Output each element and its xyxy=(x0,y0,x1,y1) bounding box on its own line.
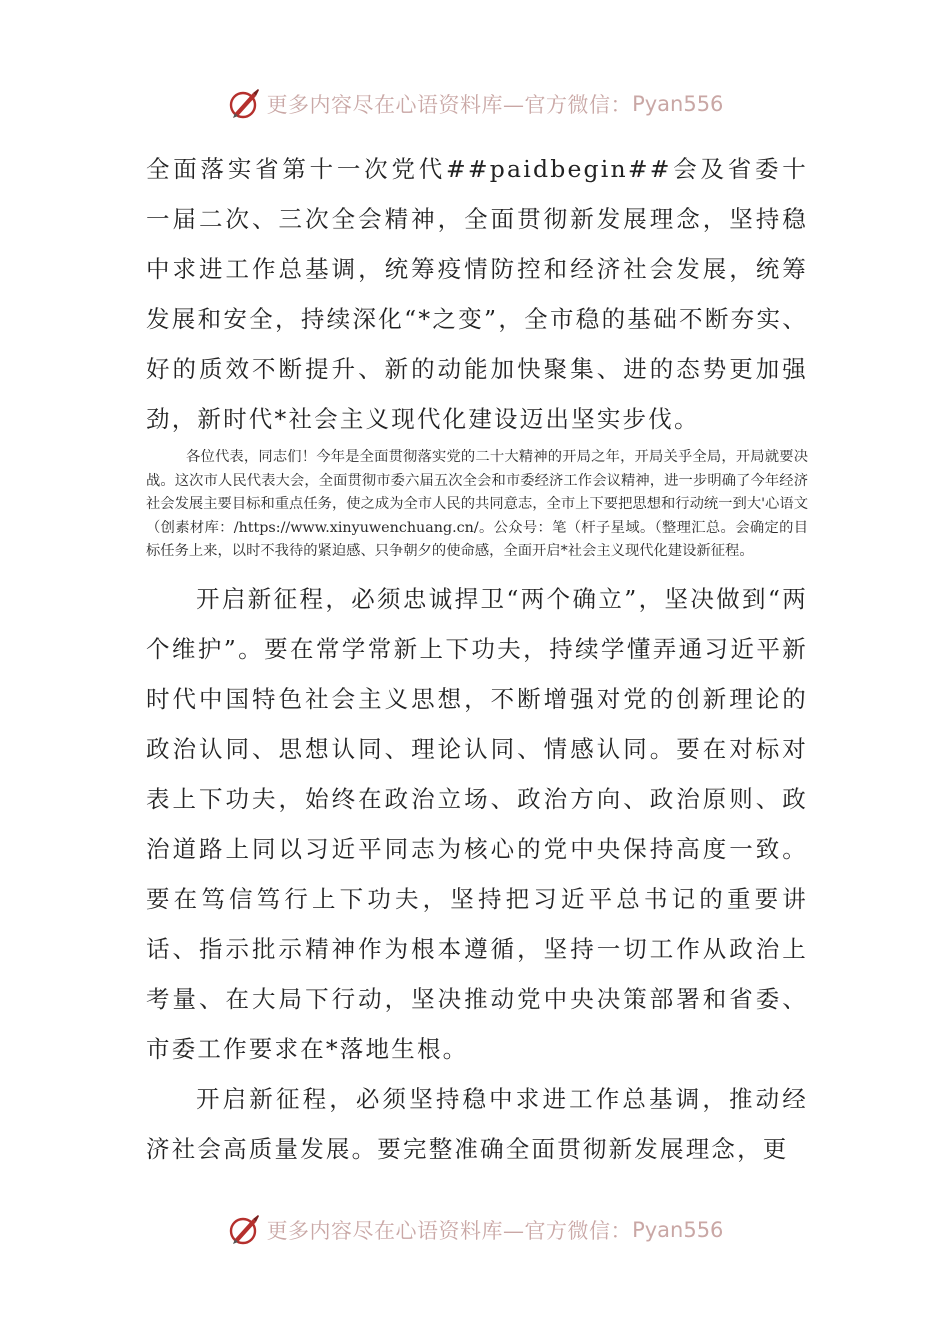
header-banner xyxy=(0,84,950,124)
pen-logo-icon xyxy=(227,1213,261,1247)
paragraph-1: 全面落实省第十一次党代##paidbegin##会及省委十一届二次、三次全会精神，全面贯彻新发展理念，坚持稳中求进工作总基调，统筹疫情防控和经济社会发展，统筹发展和安全，持续深化“*之变”，全市稳的基础不断夯实、好的质效不断提升、新的动能加快聚集、进的态势更加强劲，新时代*社会主义现代化建设迈出坚实步伐。 xyxy=(146,155,808,433)
paragraph-3: 开启新征程，必须忠诚捍卫“两个确立”，坚决做到“两个维护”。要在常学常新上下功夫，持续学懂弄通习近平新时代中国特色社会主义思想，不断增强对党的创新理论的政治认同、思想认同、理论认同、情感认同。要在对标对表上下功夫，始终在政治立场、政治方向、政治原则、政治道路上同以习近平同志为核心的党中央保持高度一致。要在笃信笃行上下功夫，坚持把习近平总书记的重要讲话、指示批示精神作为根本遵循，坚持一切工作从政治上考量、在大局下行动，坚决推动党中央决策部署和省委、市委工作要求在*落地生根。 xyxy=(146,584,808,1063)
banner-text: 更多内容尽在心语资料库—官方微信： xyxy=(266,93,633,117)
pen-logo-icon xyxy=(227,87,261,121)
paragraph-2-small: 各位代表，同志们！今年是全面贯彻落实党的二十大精神的开局之年，开局关乎全局，开局就要决战。这次市人民代表大会，全面贯彻市委六届五次全会和市委经济工作会议精神，进一步明确了今年经济社会发展主要目标和重点任务，使之成为全市人民的共同意志，全市上下要把思想和行动统一到大'心语文（创素材库：/https://www.xinyuwenchuang.cn/。公众号：笔（杆子星域。（整理汇总。会确定的目标任务上来，以时不我待的紧迫感、只争朝夕的使命感，全面开启*社会主义现代化建设新征程。 xyxy=(146,449,808,559)
banner-wechat-handle: Pyan556 xyxy=(632,92,724,116)
footer-banner xyxy=(0,1210,950,1250)
banner-wechat-handle: Pyan556 xyxy=(632,1218,724,1242)
banner-text: 更多内容尽在心语资料库—官方微信： xyxy=(266,1219,633,1243)
document-body xyxy=(146,144,808,1174)
paragraph-4: 开启新征程，必须坚持稳中求进工作总基调，推动经济社会高质量发展。要完整准确全面贯彻新发展理念，更 xyxy=(146,1084,808,1163)
